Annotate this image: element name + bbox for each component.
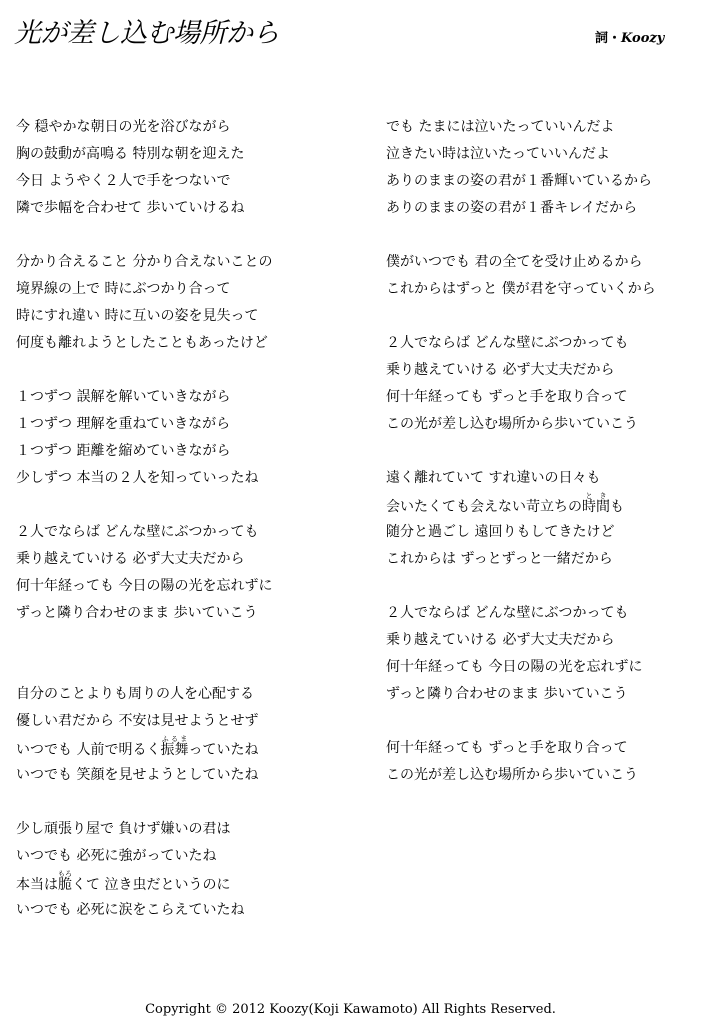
lyric-line: 胸の鼓動が高鳴る 特別な朝を迎えた: [16, 146, 245, 162]
stanza: [16, 249, 366, 357]
lyric-line: 境界線の上で 時にぶつかり合って: [16, 281, 231, 297]
lyric-line: ２人でならば どんな壁にぶつかっても: [16, 524, 259, 540]
lyric-line: １つずつ 誤解を解いていきながら: [16, 389, 231, 405]
stanza: [16, 519, 366, 627]
furigana-reading: とき: [582, 492, 610, 500]
lyric-line: 少しずつ 本当の２人を知っていったね: [16, 470, 259, 486]
lyric-line: 乗り越えていける 必ず大丈夫だから: [16, 551, 245, 567]
stanza: [386, 465, 696, 573]
lyric-line: これからは ずっとずっと一緒だから: [386, 551, 613, 567]
lyric-line: ありのままの姿の君が１番輝いているから: [386, 173, 652, 189]
ruby-base: 時間: [582, 499, 610, 515]
stanza: [386, 249, 696, 303]
lyric-line: この光が差し込む場所から歩いていこう: [386, 416, 638, 432]
stanza: [386, 114, 696, 222]
song-title: 光が差し込む場所から: [14, 18, 279, 49]
lyrics-right-column: [386, 114, 696, 816]
lyric-text: も: [610, 499, 624, 515]
lyric-line: 何十年経っても ずっと手を取り合って: [386, 389, 628, 405]
lyric-line: 自分のことよりも周りの人を心配する: [16, 686, 254, 702]
lyric-line: 随分と過ごし 遠回りもしてきたけど: [386, 524, 615, 540]
ruby-base: 振舞: [160, 742, 189, 758]
lyric-line: 分かり合えること 分かり合えないことの: [16, 254, 273, 270]
lyric-line: 何度も離れようとしたこともあったけど: [16, 335, 268, 351]
stanza: [386, 600, 696, 708]
lyric-line: 乗り越えていける 必ず大丈夫だから: [386, 632, 615, 648]
lyric-text: いつでも 人前で明るく: [16, 742, 161, 758]
lyric-line: これからはずっと 僕が君を守っていくから: [386, 281, 656, 297]
lyricist-credit: [595, 30, 664, 48]
copyright-notice: Copyright © 2012 Koozy(Koji Kawamoto) All Rights Reserved.: [145, 1002, 556, 1017]
lyric-line: [386, 492, 696, 519]
furigana-reading: ふるま: [160, 735, 189, 743]
lyric-line: この光が差し込む場所から歩いていこう: [386, 767, 638, 783]
lyric-line: 僕がいつでも 君の全てを受け止めるから: [386, 254, 643, 270]
lyric-line: 乗り越えていける 必ず大丈夫だから: [386, 362, 615, 378]
furigana-word: [160, 735, 189, 758]
stanza: [16, 816, 366, 924]
lyric-line: １つずつ 理解を重ねていきながら: [16, 416, 231, 432]
lyric-text: っていたね: [188, 742, 259, 758]
stanza: [386, 330, 696, 438]
lyric-line: ずっと隣り合わせのまま 歩いていこう: [16, 605, 258, 621]
furigana-word: [58, 870, 72, 893]
lyric-text: 会いたくても会えない苛立ちの: [386, 499, 582, 515]
lyric-line: 遠く離れていて すれ違いの日々も: [386, 470, 601, 486]
lyric-text: くて 泣き虫だというのに: [72, 877, 231, 893]
lyric-line: 今日 ようやく２人で手をつないで: [16, 173, 231, 189]
lyric-line: ２人でならば どんな壁にぶつかっても: [386, 335, 629, 351]
furigana-word: [582, 492, 610, 515]
lyric-line: でも たまには泣いたっていいんだよ: [386, 119, 615, 135]
lyric-line: 時にすれ違い 時に互いの姿を見失って: [16, 308, 259, 324]
lyricist-label: 詞・: [595, 31, 622, 46]
lyric-line: ずっと隣り合わせのまま 歩いていこう: [386, 686, 628, 702]
lyric-line: 少し頑張り屋で 負けず嫌いの君は: [16, 821, 231, 837]
lyric-line: １つずつ 距離を縮めていきながら: [16, 443, 231, 459]
lyric-line: 何十年経っても ずっと手を取り合って: [386, 740, 628, 756]
lyric-line: 何十年経っても 今日の陽の光を忘れずに: [16, 578, 273, 594]
ruby-base: 脆: [58, 877, 72, 893]
lyric-line: 泣きたい時は泣いたっていいんだよ: [386, 146, 610, 162]
lyric-line: [16, 735, 366, 762]
lyric-line: 優しい君だから 不安は見せようとせず: [16, 713, 259, 729]
lyric-line: 今 穏やかな朝日の光を浴びながら: [16, 119, 231, 135]
lyric-text: 本当は: [16, 877, 58, 893]
lyricist-name: Koozy: [621, 31, 665, 46]
lyrics-left-column: [16, 114, 366, 951]
lyric-line: 何十年経っても 今日の陽の光を忘れずに: [386, 659, 643, 675]
stanza: [16, 114, 366, 222]
lyric-line: 隣で歩幅を合わせて 歩いていけるね: [16, 200, 245, 216]
lyric-line: [16, 870, 366, 897]
lyric-line: いつでも 必死に涙をこらえていたね: [16, 902, 245, 918]
stanza: [16, 384, 366, 492]
furigana-reading: もろ: [58, 870, 72, 878]
lyric-line: ２人でならば どんな壁にぶつかっても: [386, 605, 629, 621]
lyric-line: ありのままの姿の君が１番キレイだから: [386, 200, 638, 216]
lyric-line: いつでも 必死に強がっていたね: [16, 848, 217, 864]
lyric-line: いつでも 笑顔を見せようとしていたね: [16, 767, 259, 783]
stanza: [386, 735, 696, 789]
stanza: [16, 681, 366, 789]
